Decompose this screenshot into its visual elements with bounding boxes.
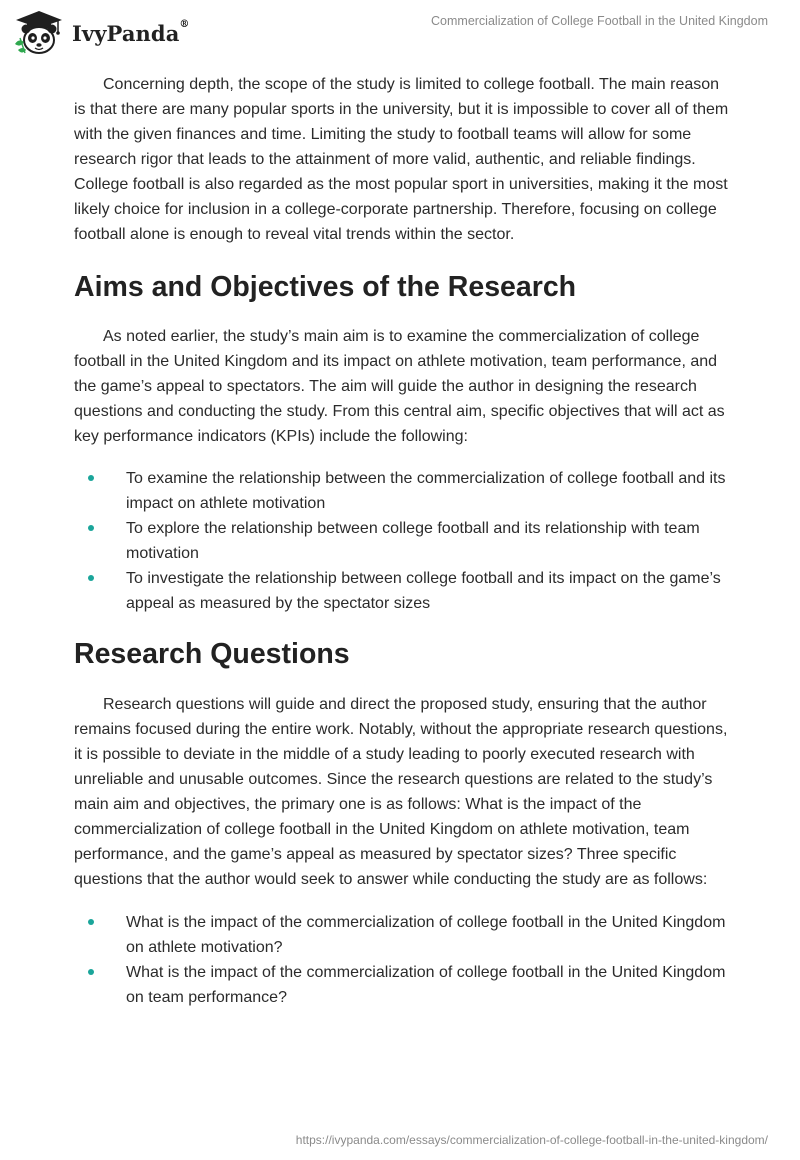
intro-paragraph: Concerning depth, the scope of the study is limited to college football. The main reason is that there are many popular sports in the university, but it is impossible to cover all of them with the given finances and time. Limiting the study to football teams will allow for some research rigor that leads to the attainment of more valid, authentic, and reliable findings. College football is also regarded as the most popular sport in universities, making it the most likely choice for inclusion in a college-corporate partnership. Therefore, focusing on college football alone is enough to reveal vital trends within the sector. xyxy=(74,76,729,243)
list-item: To investigate the relationship between college football and its impact on the game’s appeal as measured by the spectator sizes xyxy=(74,566,734,616)
questions-heading: Research Questions xyxy=(74,638,350,670)
ivypanda-logo[interactable] xyxy=(12,8,190,56)
source-url[interactable]: https://ivypanda.com/essays/commercialization-of-college-football-in-the-united-kingdom/ xyxy=(295,1133,768,1147)
list-item: To examine the relationship between the commercialization of college football and its impact on athlete motivation xyxy=(74,466,734,516)
objectives-list xyxy=(74,466,734,616)
aims-paragraph: As noted earlier, the study’s main aim is to examine the commercialization of college football in the United Kingdom and its impact on athlete motivation, team performance, and the game’s appeal to spectators. The aim will guide the author in designing the research questions and conducting the study. From this central aim, specific objectives that will act as key performance indicators (KPIs) include the following: xyxy=(74,328,725,445)
list-item: What is the impact of the commercialization of college football in the United Kingdom on team performance? xyxy=(74,960,734,1010)
brand-name: IvyPanda® xyxy=(72,18,190,46)
bullet-icon xyxy=(88,475,94,481)
document-title: Commercialization of College Football in the United Kingdom xyxy=(431,14,768,28)
questions-paragraph: Research questions will guide and direct the proposed study, ensuring that the author remains focused during the entire work. Notably, without the appropriate research questions, it is possible to deviate in the middle of a study leading to poorly executed research with unreliable and unusable outcomes. Since the research questions are related to the study’s main aim and objectives, the primary one is as follows: What is the impact of the commercialization of college football in the United Kingdom on athlete motivation, team performance, and the game’s appeal as measured by spectator sizes? Three specific questions that the author would seek to answer while conducting the study are as follows: xyxy=(74,696,728,888)
page-header xyxy=(0,0,800,62)
questions-list xyxy=(74,910,734,1010)
bullet-icon xyxy=(88,525,94,531)
bullet-icon xyxy=(88,919,94,925)
article-body xyxy=(74,72,734,1010)
list-item: What is the impact of the commercialization of college football in the United Kingdom on athlete motivation? xyxy=(74,910,734,960)
panda-graduate-icon xyxy=(12,8,66,56)
bullet-icon xyxy=(88,575,94,581)
list-item: To explore the relationship between college football and its relationship with team motivation xyxy=(74,516,734,566)
bullet-icon xyxy=(88,969,94,975)
aims-heading: Aims and Objectives of the Research xyxy=(74,271,577,303)
